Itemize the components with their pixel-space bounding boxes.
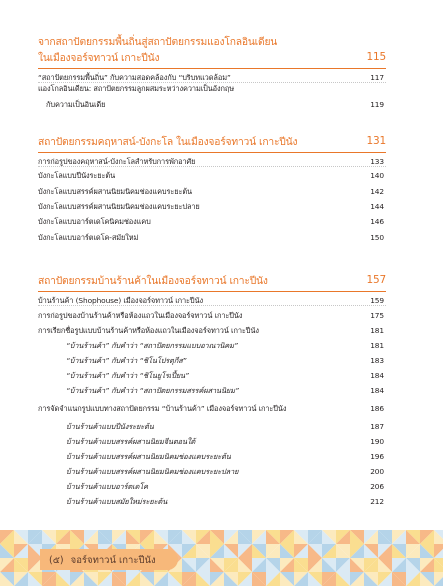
toc-entry-page: 175 xyxy=(370,310,384,320)
toc-entry-page: 196 xyxy=(370,452,384,462)
section-title-line2: ในเมืองจอร์จทาวน์ เกาะปีนัง xyxy=(38,52,160,64)
toc-entry xyxy=(38,216,386,227)
toc-entry-text: แองโกลอินเดียน: สถาปัตยกรรมลูกผสมระหว่างความเป็นอังกฤษ xyxy=(38,84,235,94)
toc-entry xyxy=(38,170,386,181)
footer-page-marker: (๕) xyxy=(49,555,64,566)
toc-entry-text: การจัดจำแนกรูปแบบทางสถาปัตยกรรม “บ้านร้านค้า” เมืองจอร์จทาวน์ เกาะปีนัง xyxy=(38,403,287,413)
toc-entry-page: 133 xyxy=(370,157,384,166)
toc-entry-text: บ้านร้านค้าแบบสรรค์ผสานนิยมนิคมช่องแคบระยะปลาย xyxy=(66,467,239,477)
toc-entry xyxy=(38,421,386,432)
toc-entry-text: การเรียกชื่อรูปแบบบ้านร้านค้าหรือห้องแถวในเมืองจอร์จทาวน์ เกาะปีนัง xyxy=(38,325,259,335)
toc-entry-text: บังกะโลแบบอาร์ตเดโค-สมัยใหม่ xyxy=(38,232,139,242)
toc-entry xyxy=(38,451,386,462)
toc-entry xyxy=(38,325,386,336)
toc-entry-page: 206 xyxy=(370,482,384,492)
section-page-number: 115 xyxy=(366,51,386,63)
toc-entry xyxy=(38,232,386,243)
toc-section-shophouse xyxy=(38,273,386,507)
toc-entry-text: บ้านร้านค้า (Shophouse) เมืองจอร์จทาวน์ เกาะปีนัง xyxy=(38,296,203,305)
section-heading xyxy=(38,273,386,289)
toc-entry-page: 144 xyxy=(370,202,384,212)
toc-section-bungalow xyxy=(38,134,386,243)
toc-entry xyxy=(38,370,386,381)
section-divider xyxy=(38,152,386,153)
toc-entry-page: 142 xyxy=(370,186,384,196)
toc-entry xyxy=(38,310,386,321)
toc-section-vernacular xyxy=(38,34,386,110)
toc-entry-page: 181 xyxy=(370,340,384,350)
section-heading-line2 xyxy=(38,50,386,66)
toc-entry-text: บ้านร้านค้าแบบสรรค์ผสานนิยมนิคมช่องแคบระยะต้น xyxy=(66,452,231,462)
footer-label xyxy=(49,553,156,568)
toc-entry xyxy=(38,295,386,306)
toc-entry-text: บ้านร้านค้าแบบอาร์ตเดโค xyxy=(66,482,149,492)
toc-entry-text: การก่อรูปของคฤหาสน์-บังกะโลสำหรับการพักอาศัย xyxy=(38,157,196,166)
section-heading xyxy=(38,134,386,150)
toc-entry-page: 119 xyxy=(370,99,384,109)
toc-entry xyxy=(38,186,386,197)
toc-entry-page: 146 xyxy=(370,217,384,227)
toc-entry-text: การก่อรูปของบ้านร้านค้าหรือห้องแถวในเมืองจอร์จทาวน์ เกาะปีนัง xyxy=(38,310,243,320)
toc-entry-page: 184 xyxy=(370,370,384,380)
toc-entry-text: “บ้านร้านค้า” กับคำว่า “ชิโนยูโรเปี้ยน” xyxy=(66,370,189,380)
toc-entry-page: 117 xyxy=(370,73,384,82)
section-divider xyxy=(38,291,386,292)
toc-entry-page: 187 xyxy=(370,422,384,432)
section-title: สถาปัตยกรรมบ้านร้านค้าในเมืองจอร์จทาวน์ เกาะปีนัง xyxy=(38,275,268,287)
toc-entry-text: บังกะโลแบบสรรค์ผสานนิยมนิคมช่องแคบระยะปลาย xyxy=(38,202,200,212)
toc-entry xyxy=(38,496,386,507)
toc-entry xyxy=(38,466,386,477)
toc-entry-page: 159 xyxy=(370,296,384,305)
toc-entry xyxy=(38,403,386,414)
toc-entry xyxy=(38,481,386,492)
toc-entry-text: บังกะโลแบบอาร์ตเดโคนิคมช่องแคบ xyxy=(38,217,151,227)
toc-entry xyxy=(38,72,386,83)
toc-entry-text: บังกะโลแบบสรรค์ผสานนิยมนิคมช่องแคบระยะต้น xyxy=(38,186,193,196)
section-divider xyxy=(38,68,386,69)
footer-book-title: จอร์จทาวน์ เกาะปีนัง xyxy=(70,555,156,566)
toc-entry xyxy=(38,99,386,110)
section-page-number: 157 xyxy=(366,274,386,286)
toc-entry xyxy=(38,340,386,351)
toc-entry-text: บังกะโลแบบปีนังระยะต้น xyxy=(38,171,116,181)
toc-entry-text: บ้านร้านค้าแบบปีนังระยะต้น xyxy=(66,422,154,432)
toc-entry-page: 183 xyxy=(370,355,384,365)
section-title-line1: จากสถาปัตยกรรมพื้นถิ่นสู่สถาปัตยกรรมแองโกลอินเดียน xyxy=(38,36,278,48)
toc-entry-text: บ้านร้านค้าแบบสรรค์ผสานนิยมจีนตอนใต้ xyxy=(66,437,196,447)
toc-entry-list xyxy=(38,295,386,507)
toc-entry-text: กับความเป็นอินเดีย xyxy=(46,99,106,109)
toc-entry-text: “บ้านร้านค้า” กับคำว่า “สถาปัตยกรรมสรรค์ผสานนิยม” xyxy=(66,385,239,395)
toc-entry-page: 184 xyxy=(370,385,384,395)
toc-entry xyxy=(38,83,386,94)
section-page-number: 131 xyxy=(366,135,386,147)
section-title: สถาปัตยกรรมคฤหาสน์-บังกะโล ในเมืองจอร์จทาวน์ เกาะปีนัง xyxy=(38,136,298,148)
toc-entry xyxy=(38,355,386,366)
toc-entry-page: 150 xyxy=(370,232,384,242)
toc-entry xyxy=(38,156,386,167)
toc-entry-text: “บ้านร้านค้า” กับคำว่า “ชิโนโปรตุกีส” xyxy=(66,355,187,365)
toc-entry xyxy=(38,201,386,212)
toc-entry-page: 140 xyxy=(370,171,384,181)
toc-entry xyxy=(38,436,386,447)
section-heading xyxy=(38,34,386,50)
toc-entry-text: บ้านร้านค้าแบบสมัยใหม่ระยะต้น xyxy=(66,497,168,506)
toc-entry-text: “บ้านร้านค้า” กับคำว่า “สถาปัตยกรรมแบบอาณานิคม” xyxy=(66,340,238,350)
toc-entry-page: 212 xyxy=(370,497,384,506)
toc-entry-text: “สถาปัตยกรรมพื้นถิ่น” กับความสอดคล้องกับ “บริบทแวดล้อม” xyxy=(38,73,231,82)
toc-entry-page: 200 xyxy=(370,467,384,477)
toc-entry xyxy=(38,385,386,396)
toc-entry-page: 190 xyxy=(370,437,384,447)
toc-entry-page: 181 xyxy=(370,325,384,335)
toc-entry-page: 186 xyxy=(370,403,384,413)
